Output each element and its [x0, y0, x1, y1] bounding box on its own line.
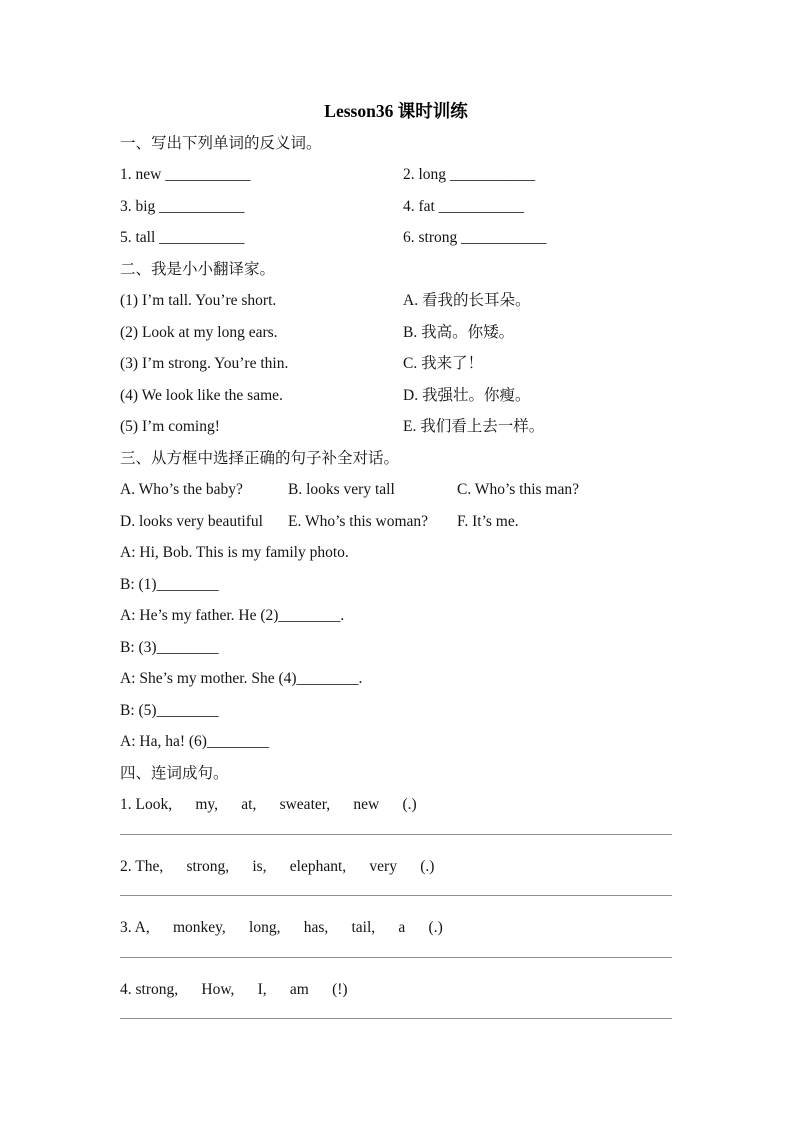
match-sentence-4: (4) We look like the same.: [120, 386, 283, 404]
match-row: [120, 317, 672, 349]
antonym-row: [120, 159, 672, 191]
match-row: [120, 285, 672, 317]
antonym-item-6: 6. strong ___________: [403, 229, 547, 246]
jumble-words-4: 4. strong, How, I, am (!): [120, 980, 348, 998]
match-row: [120, 411, 672, 443]
antonym-row: [120, 191, 672, 223]
option-c: C. Who’s this man?: [457, 481, 579, 498]
section-dialogue-heading: 三、从方框中选择正确的句子补全对话。: [120, 449, 400, 467]
match-choice-e: E. 我们看上去一样。: [403, 418, 545, 435]
option-row: [120, 474, 672, 506]
match-row: [120, 348, 672, 380]
answer-line-1: [120, 821, 672, 835]
page-title: Lesson36 课时训练: [324, 101, 468, 121]
option-b: B. looks very tall: [288, 481, 395, 498]
answer-line-4: [120, 1005, 672, 1019]
answer-line-3: [120, 944, 672, 958]
match-choice-c: C. 我来了！: [403, 355, 484, 372]
match-sentence-2: (2) Look at my long ears.: [120, 323, 278, 341]
match-sentence-1: (1) I’m tall. You’re short.: [120, 292, 277, 309]
jumble-words-1: 1. Look, my, at, sweater, new (.): [120, 796, 417, 813]
antonym-item-5: 5. tall ___________: [120, 229, 245, 246]
jumble-words-2: 2. The, strong, is, elephant, very (.): [120, 857, 435, 875]
antonym-item-2: 2. long ___________: [403, 166, 536, 183]
dialog-line-7: A: Ha, ha! (6)________: [120, 733, 269, 750]
jumble-item: [120, 912, 672, 958]
antonym-item-4: 4. fat ___________: [403, 197, 524, 215]
section-jumble-heading: 四、连词成句。: [120, 764, 229, 782]
section-translation-heading: 二、我是小小翻译家。: [120, 260, 276, 278]
jumble-item: [120, 789, 672, 835]
antonym-item-1: 1. new ___________: [120, 166, 251, 183]
dialog-line-3: A: He’s my father. He (2)________.: [120, 607, 345, 624]
option-a: A. Who’s the baby?: [120, 481, 243, 498]
antonym-row: [120, 222, 672, 254]
option-row: [120, 506, 672, 538]
match-sentence-5: (5) I’m coming!: [120, 418, 220, 435]
answer-line-2: [120, 882, 672, 896]
dialog-line-1: A: Hi, Bob. This is my family photo.: [120, 544, 349, 561]
dialog-line-4: B: (3)________: [120, 638, 219, 656]
option-f: F. It’s me.: [457, 512, 519, 530]
jumble-words-3: 3. A, monkey, long, has, tail, a (.): [120, 919, 443, 936]
option-d: D. looks very beautiful: [120, 512, 263, 530]
antonym-item-3: 3. big ___________: [120, 197, 245, 215]
section-antonyms-heading: 一、写出下列单词的反义词。: [120, 134, 322, 152]
option-e: E. Who’s this woman?: [288, 512, 429, 530]
match-choice-b: B. 我高。你矮。: [403, 323, 515, 341]
match-sentence-3: (3) I’m strong. You’re thin.: [120, 355, 289, 372]
match-row: [120, 380, 672, 412]
match-choice-a: A. 看我的长耳朵。: [403, 292, 531, 309]
dialog-line-2: B: (1)________: [120, 575, 219, 593]
dialog-line-6: B: (5)________: [120, 701, 219, 719]
match-choice-d: D. 我强壮。你瘦。: [403, 386, 531, 404]
dialog-line-5: A: She’s my mother. She (4)________.: [120, 670, 363, 687]
jumble-item: [120, 851, 672, 897]
jumble-item: [120, 974, 672, 1020]
